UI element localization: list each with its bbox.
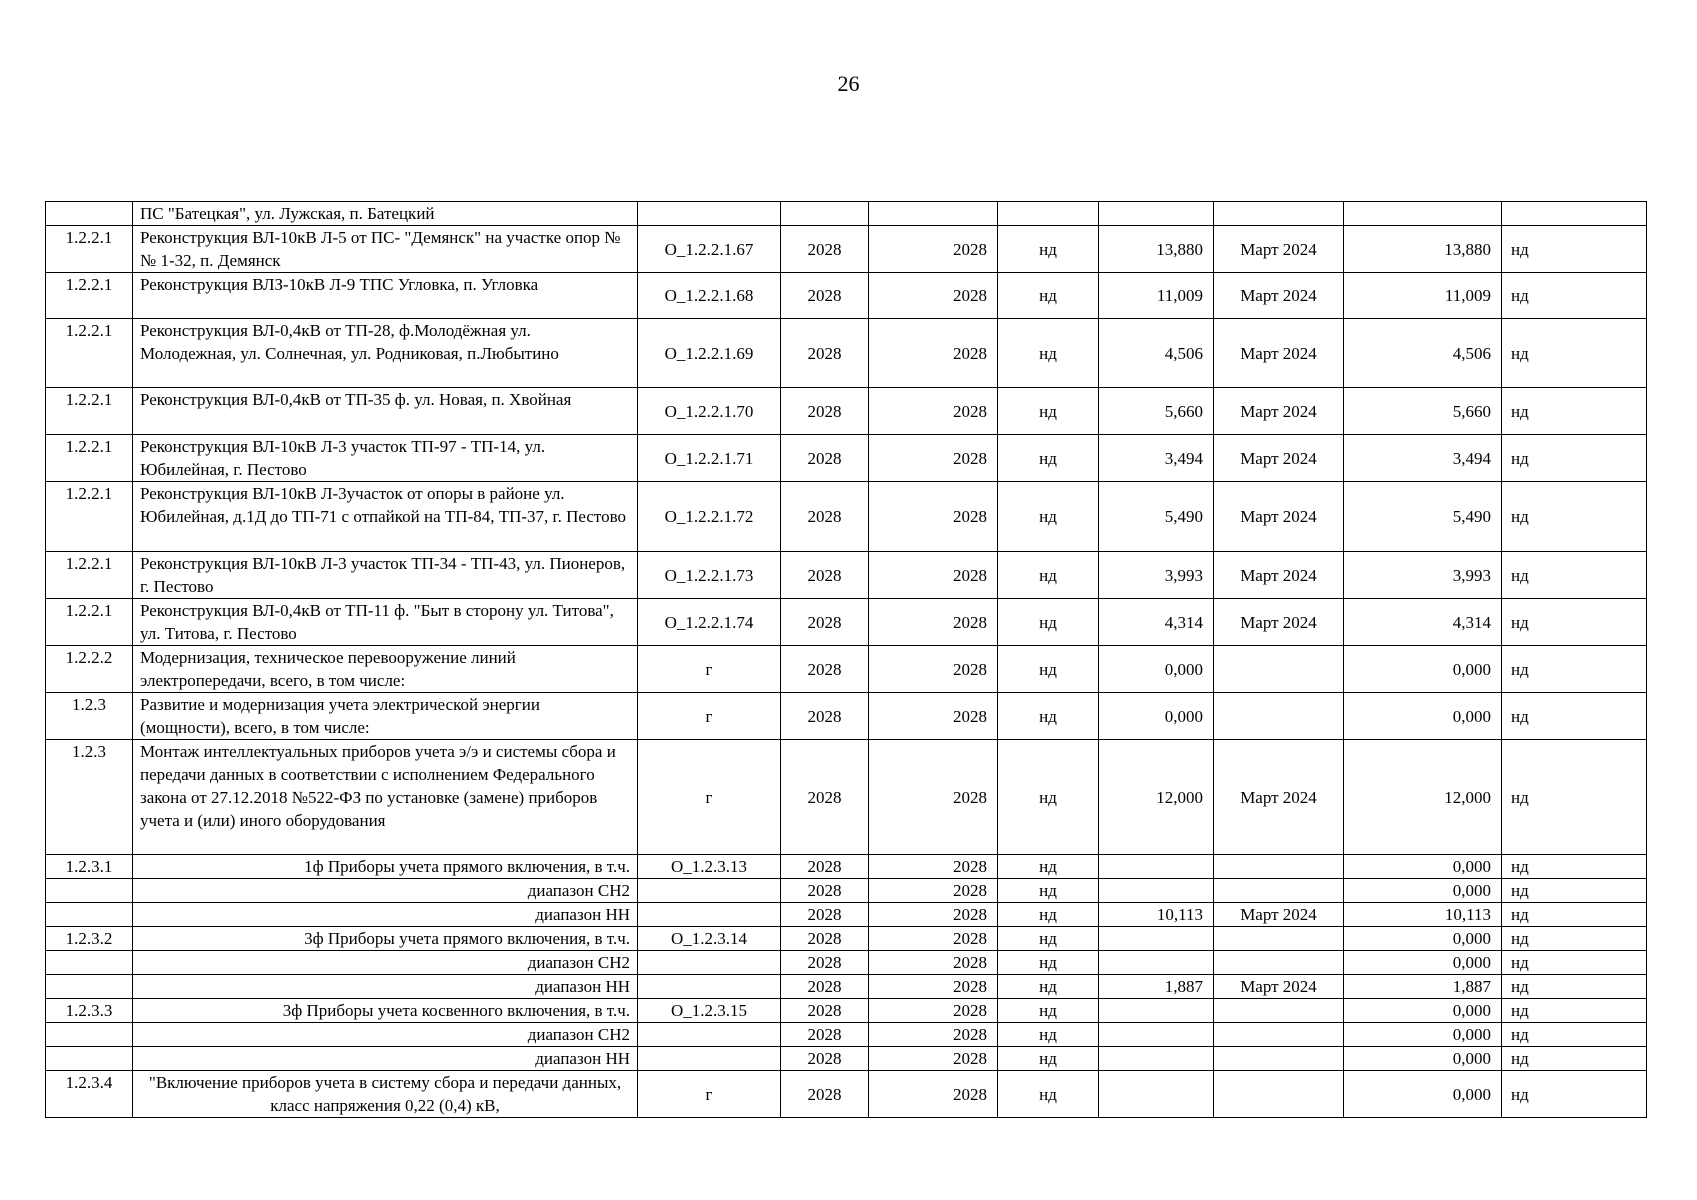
row-number-cell bbox=[46, 1047, 133, 1071]
project-code-cell: г bbox=[638, 740, 781, 855]
date-cell: Март 2024 bbox=[1214, 903, 1344, 927]
total-value-cell: 0,000 bbox=[1344, 879, 1502, 903]
row-number-cell: 1.2.3 bbox=[46, 693, 133, 740]
project-code-cell: О_1.2.2.1.72 bbox=[638, 482, 781, 552]
year-start-cell: 2028 bbox=[781, 879, 869, 903]
status-2-cell: нд bbox=[1502, 319, 1647, 388]
status-cell: нд bbox=[998, 693, 1099, 740]
project-code-cell: г bbox=[638, 646, 781, 693]
year-start-cell: 2028 bbox=[781, 975, 869, 999]
total-value-cell: 10,113 bbox=[1344, 903, 1502, 927]
value-cell: 3,494 bbox=[1099, 435, 1214, 482]
project-code-cell bbox=[638, 879, 781, 903]
value-cell bbox=[1099, 999, 1214, 1023]
year-start-cell bbox=[781, 202, 869, 226]
table-row bbox=[46, 388, 1647, 435]
table-body bbox=[46, 202, 1647, 1118]
year-start-cell: 2028 bbox=[781, 693, 869, 740]
page-number: 26 bbox=[837, 71, 860, 96]
table-row bbox=[46, 202, 1647, 226]
status-2-cell: нд bbox=[1502, 951, 1647, 975]
table-row bbox=[46, 927, 1647, 951]
date-cell bbox=[1214, 999, 1344, 1023]
row-name-cell: диапазон СН2 bbox=[133, 879, 638, 903]
year-end-cell: 2028 bbox=[869, 903, 998, 927]
row-name-cell: Реконструкция ВЛ-0,4кВ от ТП-28, ф.Молодёжная ул. Молодежная, ул. Солнечная, ул. Родниковая, п.Любытино bbox=[133, 319, 638, 388]
table-row bbox=[46, 879, 1647, 903]
table-row bbox=[46, 1047, 1647, 1071]
year-start-cell: 2028 bbox=[781, 951, 869, 975]
project-code-cell: О_1.2.3.14 bbox=[638, 927, 781, 951]
row-name-cell: Реконструкция ВЛ-0,4кВ от ТП-35 ф. ул. Новая, п. Хвойная bbox=[133, 388, 638, 435]
year-end-cell: 2028 bbox=[869, 388, 998, 435]
status-cell: нд bbox=[998, 226, 1099, 273]
total-value-cell: 3,494 bbox=[1344, 435, 1502, 482]
status-2-cell: нд bbox=[1502, 693, 1647, 740]
status-cell: нд bbox=[998, 482, 1099, 552]
total-value-cell: 0,000 bbox=[1344, 1023, 1502, 1047]
year-start-cell: 2028 bbox=[781, 903, 869, 927]
project-code-cell bbox=[638, 975, 781, 999]
status-cell: нд bbox=[998, 975, 1099, 999]
year-start-cell: 2028 bbox=[781, 552, 869, 599]
year-start-cell: 2028 bbox=[781, 1023, 869, 1047]
status-2-cell: нд bbox=[1502, 1071, 1647, 1118]
total-value-cell: 0,000 bbox=[1344, 855, 1502, 879]
year-end-cell: 2028 bbox=[869, 646, 998, 693]
row-number-cell: 1.2.3.1 bbox=[46, 855, 133, 879]
year-end-cell: 2028 bbox=[869, 927, 998, 951]
value-cell bbox=[1099, 927, 1214, 951]
value-cell bbox=[1099, 1071, 1214, 1118]
year-end-cell: 2028 bbox=[869, 1047, 998, 1071]
status-cell: нд bbox=[998, 646, 1099, 693]
date-cell bbox=[1214, 693, 1344, 740]
year-end-cell: 2028 bbox=[869, 855, 998, 879]
status-cell: нд bbox=[998, 1023, 1099, 1047]
year-start-cell: 2028 bbox=[781, 999, 869, 1023]
row-number-cell: 1.2.3 bbox=[46, 740, 133, 855]
row-name-cell: диапазон НН bbox=[133, 903, 638, 927]
year-end-cell: 2028 bbox=[869, 1071, 998, 1118]
table-row bbox=[46, 999, 1647, 1023]
status-cell: нд bbox=[998, 999, 1099, 1023]
row-name-cell: диапазон НН bbox=[133, 1047, 638, 1071]
table-row bbox=[46, 903, 1647, 927]
year-start-cell: 2028 bbox=[781, 273, 869, 319]
total-value-cell: 0,000 bbox=[1344, 927, 1502, 951]
row-number-cell bbox=[46, 903, 133, 927]
table-row bbox=[46, 951, 1647, 975]
status-cell: нд bbox=[998, 319, 1099, 388]
table-row bbox=[46, 975, 1647, 999]
total-value-cell: 3,993 bbox=[1344, 552, 1502, 599]
year-end-cell: 2028 bbox=[869, 435, 998, 482]
date-cell: Март 2024 bbox=[1214, 740, 1344, 855]
status-cell: нд bbox=[998, 388, 1099, 435]
table-row bbox=[46, 273, 1647, 319]
year-end-cell: 2028 bbox=[869, 482, 998, 552]
year-end-cell bbox=[869, 202, 998, 226]
project-code-cell bbox=[638, 1023, 781, 1047]
value-cell: 4,506 bbox=[1099, 319, 1214, 388]
date-cell: Март 2024 bbox=[1214, 388, 1344, 435]
date-cell bbox=[1214, 951, 1344, 975]
status-cell: нд bbox=[998, 879, 1099, 903]
date-cell bbox=[1214, 879, 1344, 903]
table-row bbox=[46, 693, 1647, 740]
year-end-cell: 2028 bbox=[869, 226, 998, 273]
value-cell: 10,113 bbox=[1099, 903, 1214, 927]
table-row bbox=[46, 1023, 1647, 1047]
status-2-cell: нд bbox=[1502, 1023, 1647, 1047]
year-end-cell: 2028 bbox=[869, 951, 998, 975]
year-start-cell: 2028 bbox=[781, 1047, 869, 1071]
year-end-cell: 2028 bbox=[869, 879, 998, 903]
row-number-cell bbox=[46, 951, 133, 975]
status-2-cell: нд bbox=[1502, 879, 1647, 903]
status-cell: нд bbox=[998, 1071, 1099, 1118]
row-number-cell: 1.2.2.1 bbox=[46, 482, 133, 552]
row-number-cell: 1.2.2.1 bbox=[46, 388, 133, 435]
project-code-cell: г bbox=[638, 693, 781, 740]
date-cell bbox=[1214, 855, 1344, 879]
value-cell bbox=[1099, 202, 1214, 226]
year-start-cell: 2028 bbox=[781, 646, 869, 693]
project-code-cell: г bbox=[638, 1071, 781, 1118]
row-name-cell: Развитие и модернизация учета электрической энергии (мощности), всего, в том числе: bbox=[133, 693, 638, 740]
total-value-cell: 5,490 bbox=[1344, 482, 1502, 552]
date-cell bbox=[1214, 202, 1344, 226]
row-name-cell: диапазон СН2 bbox=[133, 1023, 638, 1047]
value-cell bbox=[1099, 879, 1214, 903]
value-cell: 4,314 bbox=[1099, 599, 1214, 646]
year-end-cell: 2028 bbox=[869, 740, 998, 855]
total-value-cell: 11,009 bbox=[1344, 273, 1502, 319]
value-cell: 1,887 bbox=[1099, 975, 1214, 999]
row-number-cell bbox=[46, 1023, 133, 1047]
status-cell: нд bbox=[998, 599, 1099, 646]
table-row bbox=[46, 552, 1647, 599]
date-cell: Март 2024 bbox=[1214, 552, 1344, 599]
year-end-cell: 2028 bbox=[869, 273, 998, 319]
status-2-cell: нд bbox=[1502, 999, 1647, 1023]
value-cell: 0,000 bbox=[1099, 646, 1214, 693]
year-start-cell: 2028 bbox=[781, 226, 869, 273]
date-cell: Март 2024 bbox=[1214, 599, 1344, 646]
value-cell bbox=[1099, 1047, 1214, 1071]
status-cell: нд bbox=[998, 273, 1099, 319]
project-code-cell: О_1.2.2.1.67 bbox=[638, 226, 781, 273]
row-number-cell: 1.2.2.1 bbox=[46, 552, 133, 599]
project-code-cell: О_1.2.2.1.69 bbox=[638, 319, 781, 388]
year-end-cell: 2028 bbox=[869, 552, 998, 599]
year-end-cell: 2028 bbox=[869, 1023, 998, 1047]
total-value-cell: 0,000 bbox=[1344, 1047, 1502, 1071]
date-cell bbox=[1214, 646, 1344, 693]
status-cell: нд bbox=[998, 1047, 1099, 1071]
project-code-cell: О_1.2.2.1.70 bbox=[638, 388, 781, 435]
table-row bbox=[46, 319, 1647, 388]
row-name-cell: Реконструкция ВЛ-10кВ Л-3 участок ТП-34 - ТП-43, ул. Пионеров, г. Пестово bbox=[133, 552, 638, 599]
value-cell: 5,490 bbox=[1099, 482, 1214, 552]
year-start-cell: 2028 bbox=[781, 740, 869, 855]
row-number-cell bbox=[46, 202, 133, 226]
table-row bbox=[46, 855, 1647, 879]
status-cell: нд bbox=[998, 552, 1099, 599]
table-row bbox=[46, 646, 1647, 693]
status-cell: нд bbox=[998, 951, 1099, 975]
value-cell: 5,660 bbox=[1099, 388, 1214, 435]
table-row bbox=[46, 482, 1647, 552]
project-code-cell: О_1.2.3.15 bbox=[638, 999, 781, 1023]
status-cell: нд bbox=[998, 903, 1099, 927]
date-cell bbox=[1214, 1023, 1344, 1047]
date-cell bbox=[1214, 927, 1344, 951]
total-value-cell: 0,000 bbox=[1344, 951, 1502, 975]
year-end-cell: 2028 bbox=[869, 599, 998, 646]
year-start-cell: 2028 bbox=[781, 435, 869, 482]
total-value-cell: 0,000 bbox=[1344, 999, 1502, 1023]
total-value-cell: 5,660 bbox=[1344, 388, 1502, 435]
table-row bbox=[46, 599, 1647, 646]
year-start-cell: 2028 bbox=[781, 599, 869, 646]
status-2-cell: нд bbox=[1502, 646, 1647, 693]
row-name-cell: Реконструкция ВЛ-0,4кВ от ТП-11 ф. "Быт в сторону ул. Титова", ул. Титова, г. Пестово bbox=[133, 599, 638, 646]
row-name-cell: диапазон СН2 bbox=[133, 951, 638, 975]
status-2-cell: нд bbox=[1502, 552, 1647, 599]
value-cell: 0,000 bbox=[1099, 693, 1214, 740]
value-cell: 12,000 bbox=[1099, 740, 1214, 855]
project-code-cell bbox=[638, 1047, 781, 1071]
project-code-cell: О_1.2.3.13 bbox=[638, 855, 781, 879]
status-cell bbox=[998, 202, 1099, 226]
row-number-cell: 1.2.3.2 bbox=[46, 927, 133, 951]
date-cell: Март 2024 bbox=[1214, 319, 1344, 388]
total-value-cell bbox=[1344, 202, 1502, 226]
total-value-cell: 1,887 bbox=[1344, 975, 1502, 999]
status-2-cell: нд bbox=[1502, 1047, 1647, 1071]
status-2-cell: нд bbox=[1502, 482, 1647, 552]
date-cell: Март 2024 bbox=[1214, 226, 1344, 273]
total-value-cell: 4,314 bbox=[1344, 599, 1502, 646]
row-number-cell: 1.2.3.4 bbox=[46, 1071, 133, 1118]
project-code-cell bbox=[638, 903, 781, 927]
row-name-cell: Реконструкция ВЛЗ-10кВ Л-9 ТПС Угловка, п. Угловка bbox=[133, 273, 638, 319]
row-number-cell bbox=[46, 879, 133, 903]
row-number-cell: 1.2.2.1 bbox=[46, 319, 133, 388]
table-row bbox=[46, 1071, 1647, 1118]
row-name-cell: Модернизация, техническое перевооружение линий электропередачи, всего, в том числе: bbox=[133, 646, 638, 693]
date-cell bbox=[1214, 1047, 1344, 1071]
year-end-cell: 2028 bbox=[869, 999, 998, 1023]
row-name-cell: ПС "Батецкая", ул. Лужская, п. Батецкий bbox=[133, 202, 638, 226]
table-row bbox=[46, 740, 1647, 855]
status-cell: нд bbox=[998, 927, 1099, 951]
row-number-cell: 1.2.2.1 bbox=[46, 273, 133, 319]
total-value-cell: 13,880 bbox=[1344, 226, 1502, 273]
year-start-cell: 2028 bbox=[781, 927, 869, 951]
total-value-cell: 4,506 bbox=[1344, 319, 1502, 388]
value-cell bbox=[1099, 951, 1214, 975]
status-cell: нд bbox=[998, 435, 1099, 482]
value-cell: 3,993 bbox=[1099, 552, 1214, 599]
row-name-cell: "Включение приборов учета в систему сбора и передачи данных, класс напряжения 0,22 (0,4) кВ, bbox=[133, 1071, 638, 1118]
table-row bbox=[46, 435, 1647, 482]
row-name-cell: Реконструкция ВЛ-10кВ Л-5 от ПС- "Демянск" на участке опор №№ 1-32, п. Демянск bbox=[133, 226, 638, 273]
row-name-cell: диапазон НН bbox=[133, 975, 638, 999]
value-cell bbox=[1099, 1023, 1214, 1047]
year-start-cell: 2028 bbox=[781, 319, 869, 388]
project-code-cell: О_1.2.2.1.74 bbox=[638, 599, 781, 646]
status-2-cell: нд bbox=[1502, 599, 1647, 646]
status-2-cell: нд bbox=[1502, 855, 1647, 879]
project-code-cell bbox=[638, 202, 781, 226]
row-number-cell: 1.2.2.2 bbox=[46, 646, 133, 693]
year-end-cell: 2028 bbox=[869, 975, 998, 999]
row-name-cell: 3ф Приборы учета прямого включения, в т.ч. bbox=[133, 927, 638, 951]
year-start-cell: 2028 bbox=[781, 1071, 869, 1118]
project-code-cell bbox=[638, 951, 781, 975]
year-start-cell: 2028 bbox=[781, 388, 869, 435]
project-code-cell: О_1.2.2.1.73 bbox=[638, 552, 781, 599]
row-name-cell: 3ф Приборы учета косвенного включения, в т.ч. bbox=[133, 999, 638, 1023]
status-2-cell bbox=[1502, 202, 1647, 226]
project-code-cell: О_1.2.2.1.68 bbox=[638, 273, 781, 319]
row-number-cell bbox=[46, 975, 133, 999]
row-name-cell: Реконструкция ВЛ-10кВ Л-3 участок ТП-97 - ТП-14, ул. Юбилейная, г. Пестово bbox=[133, 435, 638, 482]
date-cell: Март 2024 bbox=[1214, 273, 1344, 319]
value-cell: 11,009 bbox=[1099, 273, 1214, 319]
status-2-cell: нд bbox=[1502, 927, 1647, 951]
year-start-cell: 2028 bbox=[781, 855, 869, 879]
status-2-cell: нд bbox=[1502, 975, 1647, 999]
status-cell: нд bbox=[998, 855, 1099, 879]
row-number-cell: 1.2.2.1 bbox=[46, 599, 133, 646]
total-value-cell: 0,000 bbox=[1344, 1071, 1502, 1118]
row-name-cell: Монтаж интеллектуальных приборов учета э/э и системы сбора и передачи данных в соответствии с исполнением Федерального закона от 27.12.2018 №522-ФЗ по установке (замене) приборов учета и (или) иного оборудования bbox=[133, 740, 638, 855]
row-name-cell: Реконструкция ВЛ-10кВ Л-3участок от опоры в районе ул. Юбилейная, д.1Д до ТП-71 с отпайкой на ТП-84, ТП-37, г. Пестово bbox=[133, 482, 638, 552]
investment-table bbox=[45, 201, 1647, 1118]
date-cell bbox=[1214, 1071, 1344, 1118]
status-2-cell: нд bbox=[1502, 903, 1647, 927]
total-value-cell: 12,000 bbox=[1344, 740, 1502, 855]
total-value-cell: 0,000 bbox=[1344, 646, 1502, 693]
value-cell: 13,880 bbox=[1099, 226, 1214, 273]
year-end-cell: 2028 bbox=[869, 319, 998, 388]
project-code-cell: О_1.2.2.1.71 bbox=[638, 435, 781, 482]
status-2-cell: нд bbox=[1502, 740, 1647, 855]
status-2-cell: нд bbox=[1502, 388, 1647, 435]
status-2-cell: нд bbox=[1502, 226, 1647, 273]
row-name-cell: 1ф Приборы учета прямого включения, в т.ч. bbox=[133, 855, 638, 879]
row-number-cell: 1.2.2.1 bbox=[46, 226, 133, 273]
value-cell bbox=[1099, 855, 1214, 879]
date-cell: Март 2024 bbox=[1214, 482, 1344, 552]
date-cell: Март 2024 bbox=[1214, 975, 1344, 999]
row-number-cell: 1.2.2.1 bbox=[46, 435, 133, 482]
year-end-cell: 2028 bbox=[869, 693, 998, 740]
table-row bbox=[46, 226, 1647, 273]
status-2-cell: нд bbox=[1502, 435, 1647, 482]
status-cell: нд bbox=[998, 740, 1099, 855]
row-number-cell: 1.2.3.3 bbox=[46, 999, 133, 1023]
status-2-cell: нд bbox=[1502, 273, 1647, 319]
date-cell: Март 2024 bbox=[1214, 435, 1344, 482]
year-start-cell: 2028 bbox=[781, 482, 869, 552]
total-value-cell: 0,000 bbox=[1344, 693, 1502, 740]
